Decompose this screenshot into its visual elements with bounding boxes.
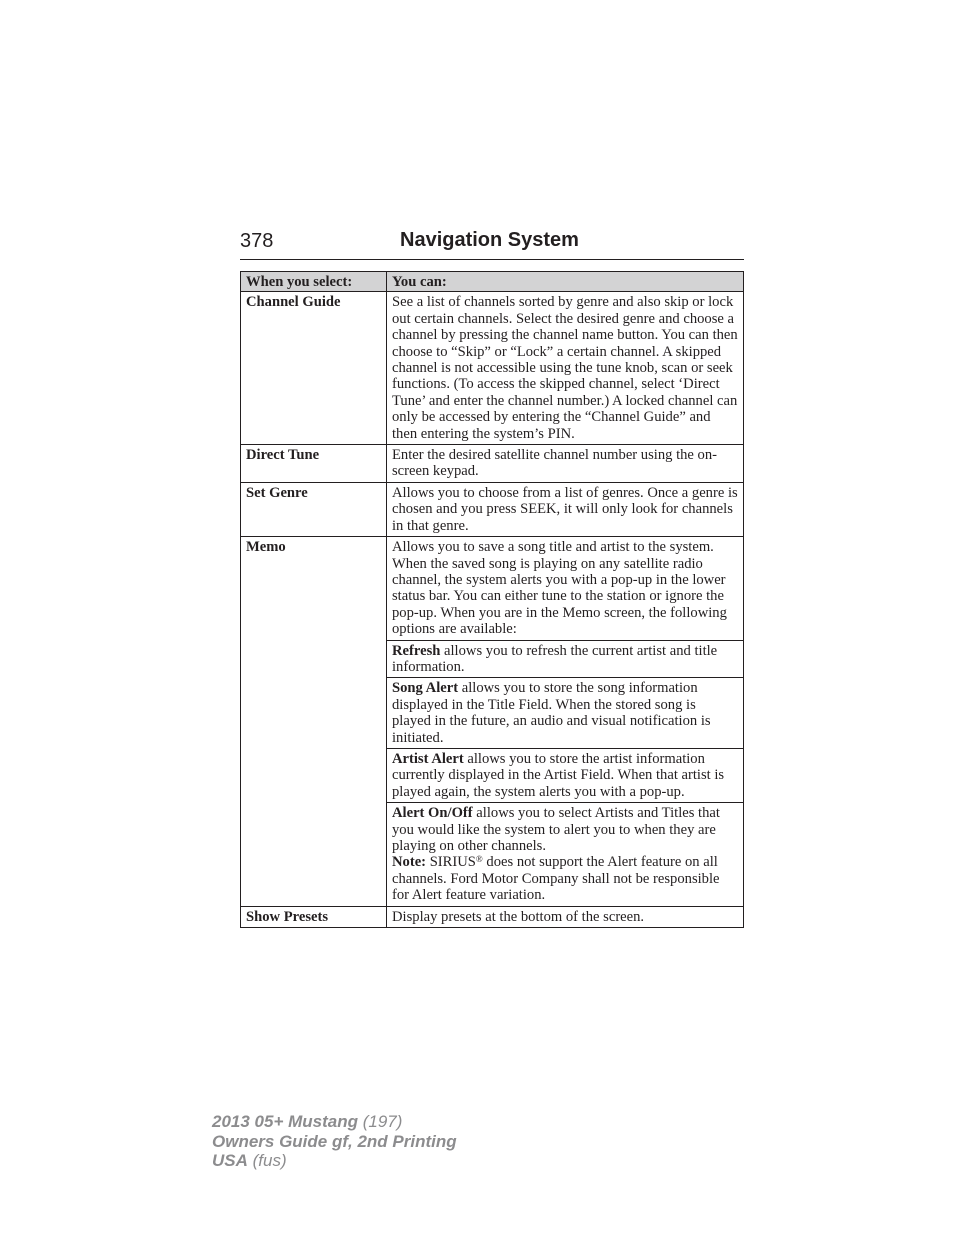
- option-text: allows you to store the song information displayed in the Title Field. When the stored song is played in the future, an audio and visual notification is initiated.: [392, 680, 711, 746]
- row-label-memo: Memo: [241, 537, 387, 907]
- row-label-channel-guide: Channel Guide: [241, 292, 387, 445]
- note-brand: SIRIUS: [426, 854, 476, 871]
- row-desc-memo: Allows you to save a song title and artist to the system. When the saved song is playing on any satellite radio channel, the system alerts you with a pop-up in the lower status bar. You can either tune to the station or ignore the pop-up. When you are in the Memo screen, the following options are available:: [387, 537, 744, 640]
- footer-model: 2013 05+ Mustang: [212, 1112, 358, 1131]
- row-desc-set-genre: Allows you to choose from a list of genres. Once a genre is chosen and you press SEEK, it will only look for channels in that genre.: [387, 482, 744, 536]
- footer-line-3: [212, 1151, 457, 1171]
- option-text: allows you to select Artists and Titles that you would like the system to alert you to when they are playing on other channels.: [392, 805, 720, 854]
- table-row: [241, 906, 744, 927]
- row-desc-show-presets: Display presets at the bottom of the screen.: [387, 906, 744, 927]
- footer-line-2: [212, 1132, 457, 1152]
- option-text: allows you to refresh the current artist and title information.: [392, 642, 718, 675]
- row-desc-channel-guide: See a list of channels sorted by genre and also skip or lock out certain channels. Select the desired genre and choose a channel by pressing the channel name button. You can then choose to “Skip” or “Lock” a certain channel. A skipped channel is not accessible using the tune knob, scan or seek functions. (To access the skipped channel, select ‘Direct Tune’ and enter the channel number.) A locked channel can only be accessed by entering the “Channel Guide” and then entering the system’s PIN.: [387, 292, 744, 445]
- column-header-select: When you select:: [241, 272, 387, 292]
- option-term: Alert On/Off: [392, 805, 473, 822]
- memo-option-alert-onoff: [387, 803, 744, 906]
- memo-option-refresh: [387, 640, 744, 678]
- note-label: Note:: [392, 854, 427, 871]
- memo-option-artist-alert: [387, 748, 744, 802]
- option-term: Song Alert: [392, 680, 459, 697]
- options-table: [240, 271, 744, 928]
- footer-line-1: [212, 1112, 457, 1132]
- footer-market-code: (fus): [247, 1151, 287, 1170]
- row-label-set-genre: Set Genre: [241, 482, 387, 536]
- memo-option-song-alert: [387, 678, 744, 749]
- option-term: Artist Alert: [392, 750, 464, 767]
- page-title: Navigation System: [400, 229, 579, 251]
- note-text: does not support the Alert feature on all channels. Ford Motor Company shall not be responsible for Alert feature variation.: [392, 854, 720, 904]
- table-row: [241, 482, 744, 536]
- footer-market: USA: [212, 1151, 248, 1170]
- option-text: allows you to store the artist information currently displayed in the Artist Field. When that artist is played again, the system alerts you with a pop-up.: [392, 750, 725, 800]
- registered-mark: ®: [475, 854, 483, 865]
- page-header: [240, 228, 744, 260]
- table-row: [241, 445, 744, 483]
- column-header-can: You can:: [387, 272, 744, 292]
- table-row: [241, 537, 744, 640]
- table-row: [241, 292, 744, 445]
- footer-model-code: (197): [358, 1112, 403, 1131]
- page-footer: [212, 1112, 457, 1171]
- row-label-show-presets: Show Presets: [241, 906, 387, 927]
- footer-guide: Owners Guide gf, 2nd Printing: [212, 1131, 457, 1151]
- row-label-direct-tune: Direct Tune: [241, 445, 387, 483]
- option-term: Refresh: [392, 642, 441, 659]
- page-number: 378: [240, 230, 274, 252]
- table-header-row: [241, 272, 744, 292]
- row-desc-direct-tune: Enter the desired satellite channel number using the on-screen keypad.: [387, 445, 744, 483]
